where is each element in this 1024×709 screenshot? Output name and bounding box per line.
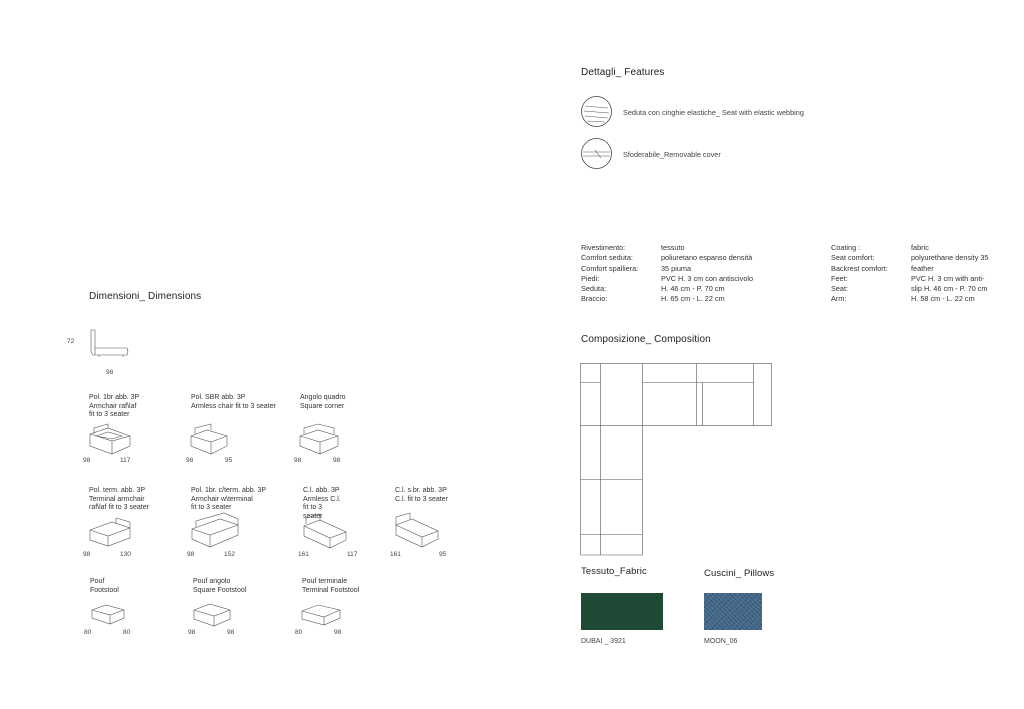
module-drawing	[88, 518, 132, 550]
module-drawing	[394, 515, 440, 549]
module-drawing	[88, 424, 132, 458]
module-dim-depth: 98	[83, 457, 91, 464]
webbing-seat-icon	[581, 96, 613, 128]
dimensions-title: Dimensioni_ Dimensions	[89, 291, 202, 302]
module-dim-width: 95	[225, 457, 233, 464]
module-label: Pol. term. abb. 3P Terminal armchair raf\laf fit to 3 seater	[89, 487, 149, 511]
fabric-title: Tessuto_Fabric	[581, 566, 647, 577]
module-label: Pouf angolo Square Footstool	[193, 578, 247, 594]
features-title: Dettagli_ Features	[581, 67, 665, 78]
module-dim-depth: 161	[298, 551, 309, 558]
module-dim-width: 98	[333, 457, 341, 464]
module-drawing	[192, 601, 232, 629]
module-dim-depth: 98	[186, 457, 194, 464]
side-height-label: 72	[67, 338, 75, 345]
specs-en-values: fabric polyurethane density 35 feather PVC H. 3 cm with anti- slip H. 46 cm - P. 70 cm H. 58 cm - L. 22 cm	[911, 243, 989, 304]
module-label: Pouf terminale Terminal Footstool	[302, 578, 360, 594]
module-drawing	[300, 601, 342, 629]
module-label: Pouf Footstool	[90, 578, 119, 594]
module-dim-width: 117	[347, 551, 358, 558]
module-drawing	[302, 518, 348, 552]
fabric-swatch-name: DUBAI _ 3921	[581, 638, 626, 645]
module-drawing	[189, 426, 229, 458]
feature-label-cover: Sfoderabile_Removable cover	[623, 150, 721, 159]
module-label: Pol. 1br abb. 3P Armchair raf\laf fit to 3 seater	[89, 394, 140, 418]
side-profile-drawing	[89, 328, 131, 358]
module-drawing	[298, 426, 340, 458]
module-label: C.l. s.br. abb. 3P C.l. fit to 3 seater	[395, 487, 448, 503]
module-label: Angolo quadro Square corner	[300, 394, 346, 410]
module-drawing	[190, 515, 240, 551]
specs-it-values: tessuto poliuretano espanso densità 35 piuma PVC H. 3 cm con antiscivolo H. 46 cm - P. 70 cm H. 65 cm - L. 22 cm	[661, 243, 754, 304]
module-dim-width: 130	[120, 551, 131, 558]
module-label: Pol. SBR abb. 3P Armless chair fit to 3 seater	[191, 394, 276, 410]
module-drawing	[90, 602, 126, 628]
module-dim-depth: 80	[84, 629, 92, 636]
specs-it-labels: Rivestimento: Comfort seduta: Comfort spalliera: Piedi: Seduta: Braccio:	[581, 243, 639, 304]
module-dim-depth: 80	[295, 629, 303, 636]
zipper-cover-icon	[581, 138, 613, 170]
module-dim-width: 98	[227, 629, 235, 636]
module-dim-width: 152	[224, 551, 235, 558]
module-dim-depth: 98	[187, 551, 195, 558]
module-dim-depth: 98	[83, 551, 91, 558]
module-dim-width: 117	[120, 457, 131, 464]
module-dim-width: 95	[439, 551, 447, 558]
composition-plan-drawing	[580, 363, 774, 557]
module-label: Pol. 1br. c/term. abb. 3P Armchair w\terminal fit to 3 seater	[191, 487, 267, 511]
module-dim-width: 98	[334, 629, 342, 636]
module-dim-width: 80	[123, 629, 131, 636]
module-dim-depth: 98	[188, 629, 196, 636]
pillow-swatch	[704, 593, 762, 630]
module-dim-depth: 161	[390, 551, 401, 558]
feature-label-webbing: Seduta con cinghie elastiche_ Seat with elastic webbing	[623, 108, 804, 117]
module-label: C.l. abb. 3P Armless C.l. fit to 3 seater	[303, 487, 341, 520]
fabric-swatch	[581, 593, 663, 630]
side-depth-label: 98	[106, 369, 114, 376]
composition-title: Composizione_ Composition	[581, 334, 711, 345]
module-dim-depth: 98	[294, 457, 302, 464]
pillow-swatch-name: MOON_06	[704, 638, 738, 645]
specs-en-labels: Coating : Seat comfort: Backrest comfort: Feet: Seat: Arm:	[831, 243, 888, 304]
pillows-title: Cuscini_ Pillows	[704, 568, 775, 579]
